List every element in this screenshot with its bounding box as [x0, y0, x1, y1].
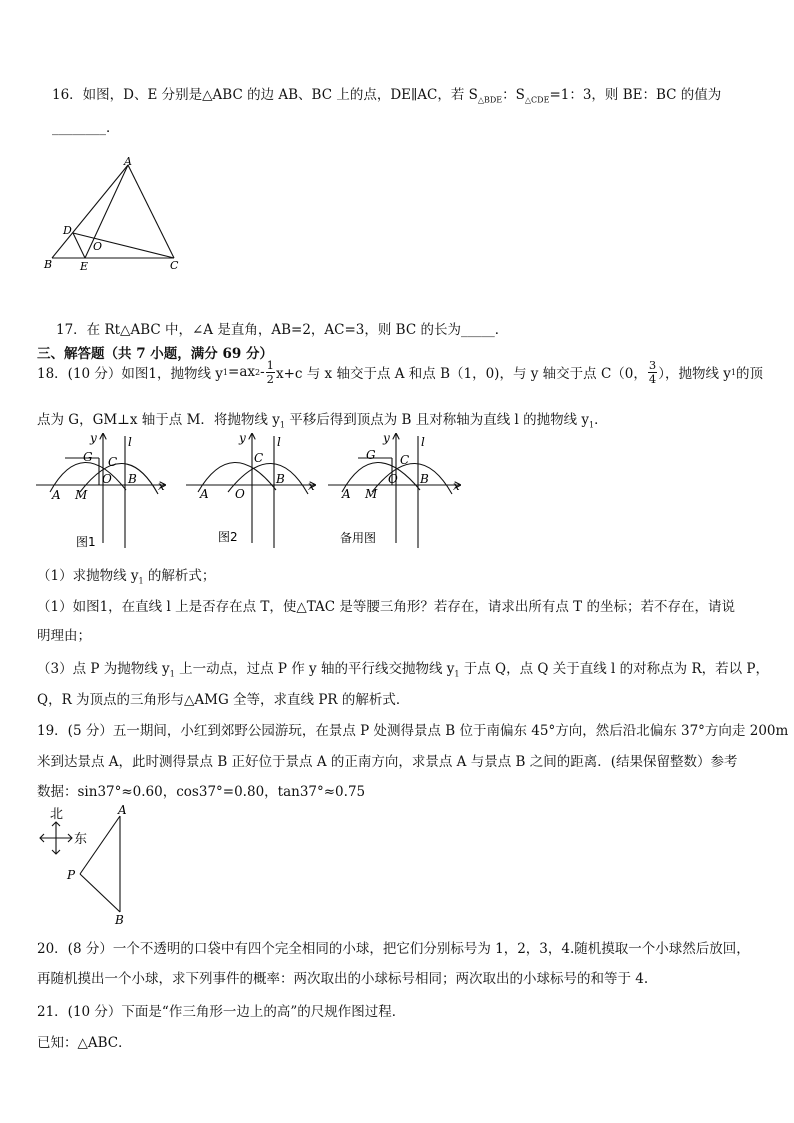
- q18-t1-sub2: 1: [730, 367, 736, 377]
- q20-line-2: 再随机摸出一个小球，求下列事件的概率：两次取出的小球标号相同；两次取出的小球标号的和等于 4.: [37, 971, 649, 987]
- q19-label-b: B: [115, 913, 124, 927]
- q18-s1b: 的解析式；: [143, 568, 216, 584]
- q19-label-a: A: [118, 803, 127, 817]
- q18-f2-b: B: [276, 472, 285, 486]
- q18-f2-a: A: [200, 487, 209, 501]
- q18-f3-caption: 备用图: [340, 531, 377, 545]
- q16-triangle-figure: [40, 155, 190, 275]
- q18-sub-2-line-2: 明理由；: [37, 628, 91, 644]
- q16-sub-cde: △CDE: [524, 95, 550, 105]
- q18-f3-a: A: [342, 487, 351, 501]
- q18-f1-g: G: [83, 450, 93, 464]
- q18-t2-sub2: 1: [589, 420, 595, 430]
- q18-s1-sub: 1: [138, 576, 144, 586]
- q18-f3-c: C: [400, 453, 410, 467]
- q16-sub-bde: △BDE: [477, 95, 503, 105]
- q21-line-2: 已知：△ABC．: [37, 1035, 132, 1051]
- q18-frac2-den: 4: [648, 371, 657, 386]
- q18-f3-y: y: [383, 431, 390, 445]
- q18-f1-m: M: [75, 488, 88, 502]
- q18-line-2: [37, 408, 608, 430]
- q16-text-3: =1：3，则 BE：BC 的值为: [549, 87, 722, 103]
- q18-t2a: 点为 G，GM⊥x 轴于点 M．将抛物线 y: [37, 412, 280, 428]
- q18-f2-c: C: [254, 451, 264, 465]
- q18-t1d: x+c 与 x 轴交于点 A 和点 B（1，0)，与 y 轴交于点 C（0，: [275, 366, 647, 382]
- q16-line: [52, 83, 721, 105]
- q18-f3-l: l: [421, 435, 425, 449]
- q18-sub-2-line-1: （1）如图1，在直线 l 上是否存在点 T，使△TAC 是等腰三角形？若存在，请求出所有点 T 的坐标；若不存在，请说: [37, 599, 735, 615]
- q19-line-3: 数据：sin37°≈0.60，cos37°=0.80，tan37°≈0.75: [37, 784, 366, 800]
- q18-f1-y: y: [90, 431, 97, 445]
- q18-sub-3-line-1: [37, 657, 769, 679]
- q18-frac-three-quarters: [648, 359, 657, 386]
- q18-t2-sub: 1: [279, 420, 285, 430]
- q18-t2c: ．: [594, 412, 608, 428]
- q18-f3-b: B: [420, 472, 429, 486]
- q18-f1-a: A: [52, 488, 61, 502]
- q18-frac2-num: 3: [648, 357, 657, 372]
- q18-t1-sub: 1: [222, 367, 229, 377]
- q18-line-1: [37, 357, 763, 387]
- q18-f1-caption: 图1: [76, 535, 96, 549]
- q18-frac1-den: 2: [266, 371, 274, 386]
- section3-title: 三、解答题（共 7 小题，满分 69 分）: [37, 346, 273, 362]
- q19-east-label: 东: [74, 832, 88, 847]
- q16-label-c: C: [170, 259, 179, 272]
- q17-line: 17．在 Rt△ABC 中，∠A 是直角，AB=2，AC=3，则 BC 的长为_____．: [56, 322, 509, 338]
- q18-frac1-num: 1: [266, 357, 274, 372]
- q18-frac-half: [266, 359, 275, 386]
- q18-t1a: 18．(10 分）如图1，抛物线 y: [37, 366, 223, 382]
- q18-figures: [30, 428, 470, 553]
- q18-f1-b: B: [128, 472, 137, 486]
- q18-t2b: 平移后得到顶点为 B 且对称轴为直线 l 的抛物线 y: [284, 412, 590, 428]
- q16-text-1: 16．如图，D、E 分别是△ABC 的边 AB、BC 上的点，DE∥AC，若 S: [52, 87, 478, 103]
- q19-north-label: 北: [50, 807, 64, 822]
- q16-blank: ________．: [52, 120, 120, 136]
- q18-f1-o: O: [102, 472, 112, 486]
- q18-sub-1: [37, 564, 215, 586]
- q18-s3a: （3）点 P 为抛物线 y: [37, 661, 170, 677]
- q16-label-e: E: [80, 260, 89, 273]
- q18-f3-o: O: [388, 472, 398, 486]
- q19-line-1: 19．(5 分）五一期间，小红到郊野公园游玩，在景点 P 处测得景点 B 位于南偏东 45°方向，然后沿北偏东 37°方向走 200m: [37, 723, 789, 739]
- q18-s3-sub: 1: [169, 669, 175, 679]
- q20-line-1: 20．(8 分）一个不透明的口袋中有四个完全相同的小球，把它们分别标号为 1，2，3，4.随机摸取一个小球然后放回，: [37, 941, 750, 957]
- q16-label-d: D: [63, 224, 72, 237]
- q16-label-b: B: [44, 258, 53, 271]
- q18-f3-g: G: [366, 448, 376, 462]
- q18-t1e: ），抛物线 y: [658, 366, 731, 382]
- q18-f2-o: O: [235, 487, 245, 501]
- q18-f1-x: x: [158, 479, 165, 493]
- q19-label-p: P: [67, 868, 76, 882]
- q18-t1-sup: 2: [255, 367, 261, 377]
- q18-f1-c: C: [108, 455, 118, 469]
- q18-s1a: （1）求抛物线 y: [37, 568, 139, 584]
- q16-text-2: ：S: [502, 87, 525, 103]
- q18-s3-sub2: 1: [454, 669, 460, 679]
- q18-f2-l: l: [277, 435, 281, 449]
- q18-s3b: 上一动点，过点 P 作 y 轴的平行线交抛物线 y: [174, 661, 455, 677]
- q18-f3-m: M: [365, 487, 378, 501]
- q21-line-1: 21．(10 分）下面是“作三角形一边上的高”的尺规作图过程．: [37, 1004, 406, 1020]
- q19-figure: [34, 800, 144, 928]
- q18-s3c: 于点 Q，点 Q 关于直线 l 的对称点为 R，若以 P，: [459, 661, 769, 677]
- q18-f2-caption: 图2: [218, 530, 238, 544]
- q18-f2-y: y: [239, 431, 246, 445]
- q18-t1b: =ax: [228, 364, 255, 380]
- q16-label-a: A: [124, 155, 132, 168]
- q18-f3-x: x: [453, 479, 460, 493]
- q19-line-2: 米到达景点 A，此时测得景点 B 正好位于景点 A 的正南方向，求景点 A 与景点 B 之间的距离．(结果保留整数）参考: [37, 754, 738, 770]
- q18-sub-3-line-2: Q，R 为顶点的三角形与△AMG 全等，求直线 PR 的解析式．: [37, 692, 410, 708]
- q18-f1-l: l: [128, 435, 132, 449]
- q18-f2-x: x: [308, 479, 315, 493]
- q16-label-o: O: [93, 240, 103, 253]
- q18-t1f: 的顶: [735, 366, 763, 382]
- q18-t1c: -: [260, 364, 265, 380]
